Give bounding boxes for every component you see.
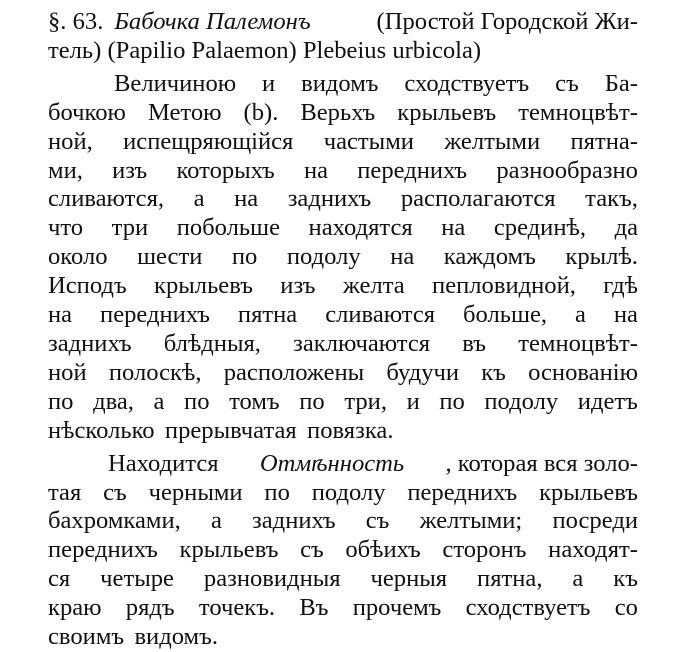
document-page <box>48 8 638 652</box>
heading-line-2: тель) (Papilio Palaemon) Plebeius urbicola) <box>48 36 482 64</box>
paragraph-1-line-1: Величиною и видомъ сходствуетъ съ Ба- <box>114 69 638 97</box>
paragraph-2-lines <box>48 479 638 652</box>
paragraph-2 <box>48 450 638 652</box>
paragraph-1-line-2: бочкою Метою (b). Верьхъ крыльевъ темноцвѣт- <box>48 98 638 126</box>
paragraph-1-line-12: по два, а по томъ по три, и по подолу идетъ <box>48 387 638 415</box>
paragraph-2-start: Находится <box>108 449 219 477</box>
paragraph-2-line-1: тая съ черными по подолу переднихъ крыльевъ <box>48 478 638 506</box>
paragraph-2-line-4: ся четыре разновидныя черныя пятна, а къ <box>48 565 638 593</box>
paragraph-1 <box>48 70 638 446</box>
section-number: §. 63. <box>48 8 104 35</box>
paragraph-2-line-2: бахромками, а заднихъ съ желтыми; посреди <box>48 507 638 535</box>
paragraph-2-line-1 <box>48 450 638 479</box>
paragraph-1-line-3: ной, испещряющійся частыми желтыми пятна- <box>48 127 638 155</box>
paragraph-2-line-6: своимъ видомъ. <box>48 623 218 651</box>
paragraph-1-line-9: на переднихъ пятна сливаются больше, а на <box>48 301 638 329</box>
paragraph-2-line-5: краю рядъ точекъ. Въ прочемъ сходствуетъ со <box>48 594 638 622</box>
paragraph-2-italic-term: Отмѣнность <box>259 449 405 477</box>
section-title-rest: (Простой Городской Жи- <box>376 8 638 35</box>
paragraph-1-line-6: что три побольше находятся на срединѣ, да <box>48 214 638 242</box>
paragraph-1-line-10: заднихъ блѣдныя, заключаются въ темноцвѣт- <box>48 329 638 357</box>
paragraph-2-line-1-rest: , которая вся золо- <box>445 449 638 477</box>
paragraph-1-line-8: Исподъ крыльевъ изъ желта пепловидной, гдѣ <box>48 272 638 300</box>
section-heading <box>48 8 638 66</box>
heading-line-1 <box>48 8 638 37</box>
paragraph-1-line-13: нѣсколько прерывчатая повязка. <box>48 416 394 444</box>
paragraph-1-line-4: ми, изъ которыхъ на переднихъ разнообразно <box>48 156 638 184</box>
paragraph-1-line-5: сливаются, а на заднихъ располагаются такъ, <box>48 185 638 213</box>
paragraph-2-line-3: переднихъ крыльевъ съ обѣихъ сторонъ находят- <box>48 536 638 564</box>
paragraph-1-line-11: ной полоскѣ, расположены будучи къ основанію <box>48 358 638 386</box>
paragraph-1-line-7: около шести по подолу на каждомъ крылѣ. <box>48 243 638 271</box>
section-title: Бабочка Палемонъ <box>114 8 311 35</box>
